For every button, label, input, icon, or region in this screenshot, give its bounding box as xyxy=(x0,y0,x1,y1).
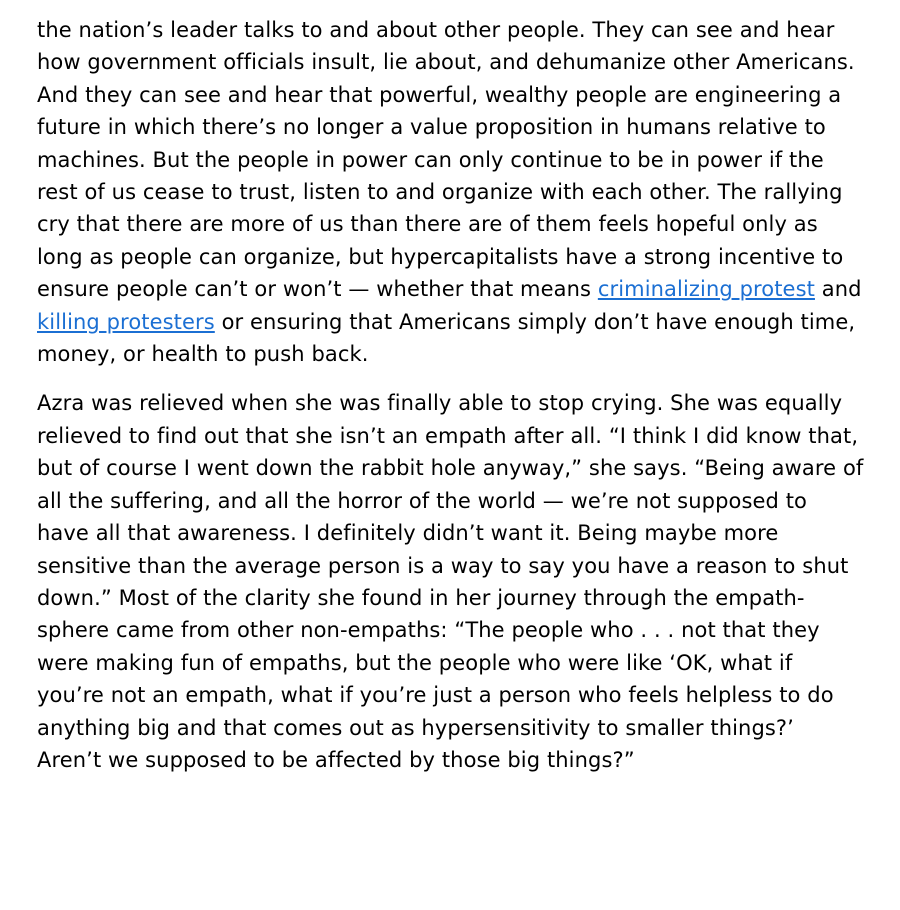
paragraph-azra xyxy=(37,387,864,776)
inline-text-link[interactable]: killing protesters xyxy=(37,309,215,334)
text-run: the nation’s leader talks to and about other people. They can see and hear how government officials insult, lie about, and dehumanize other Americans. And they can see and hear that powerful, wealthy people are engineering a future in which there’s no longer a value proposition in humans relative to machines. But the people in power can only continue to be in power if the rest of us cease to trust, listen to and organize with each other. The rallying cry that there are more of us than there are of them feels hopeful only as long as people can organize, but hypercapitalists have a strong incentive to ensure people can’t or won’t — whether that means xyxy=(37,18,855,302)
inline-text-link[interactable]: criminalizing protest xyxy=(597,277,815,302)
text-run: and xyxy=(814,277,862,302)
text-run: or ensuring that Americans simply don’t have enough time, money, or health to push back. xyxy=(37,309,856,367)
text-run: Azra was relieved when she was finally able to stop crying. She was equally relieved to find out that she isn’t an empath after all. “I think I did know that, but of course I went down the rabbit hole anyway,” she says. “Being aware of all the suffering, and all the horror of the world — we’re not supposed to have all that awareness. I definitely didn’t want it. Being maybe more sensitive than the average person is a way to say you have a reason to shut down.” Most of the clarity she found in her journey through the empath-sphere came from other non-empaths: “The people who . . . not that they were making fun of empaths, but the people who were like ‘OK, what if you’re not an empath, what if you’re just a person who feels helpless to do anything big and that comes out as hypersensitivity to smaller things?’ Aren’t we supposed to be affected by those big things?” xyxy=(37,391,864,772)
paragraph-power xyxy=(37,14,864,370)
